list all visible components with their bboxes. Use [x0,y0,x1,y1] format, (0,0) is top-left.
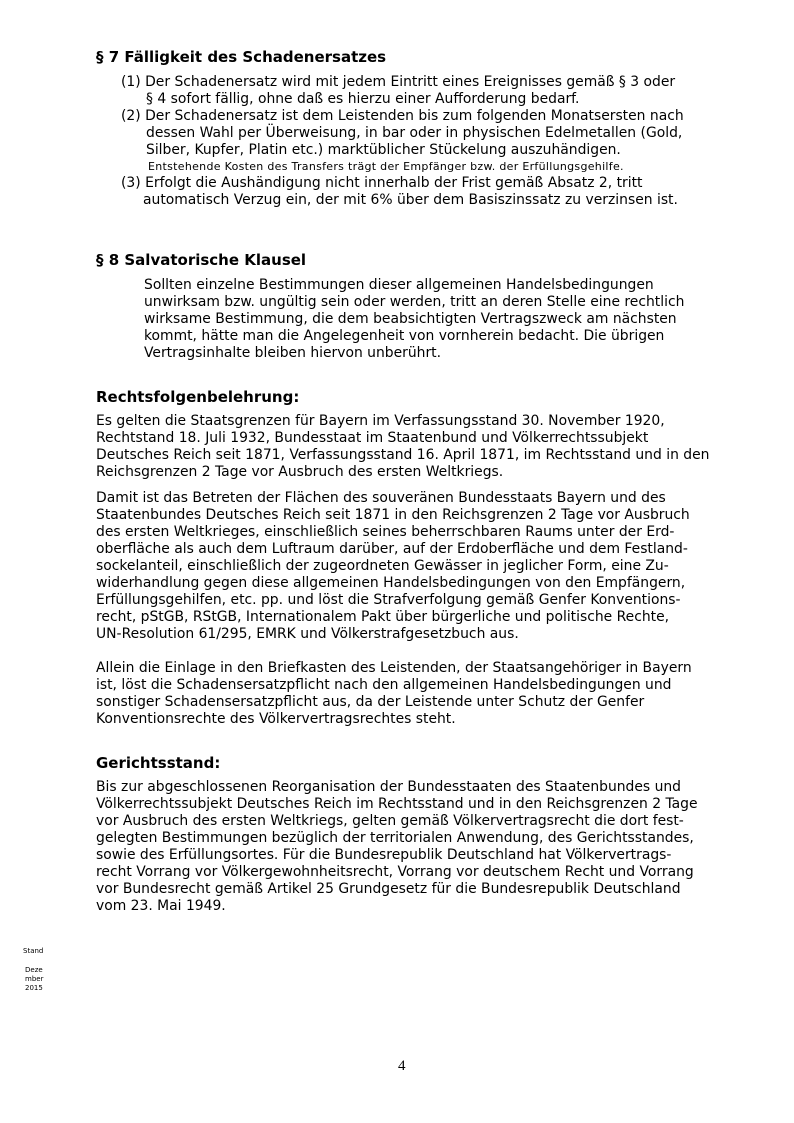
rechtsfolgen-p1-line-4: Reichsgrenzen 2 Tage vor Ausbruch des ersten Weltkriegs. [96,464,504,480]
gerichtsstand-heading: Gerichtsstand: [96,754,221,772]
gericht-line-1: Bis zur abgeschlossenen Reorganisation der Bundesstaaten des Staatenbundes und [96,779,681,795]
gericht-line-5: sowie des Erfüllungsortes. Für die Bundesrepublik Deutschland hat Völkervertrags- [96,847,672,863]
margin-note-date-line-2: mber [25,975,44,983]
rechtsfolgen-p2-line-3: des ersten Weltkrieges, einschließlich seines beherrschbaren Raums unter der Erd- [96,524,675,540]
s7-item-3-line-1: (3) Erfolgt die Aushändigung nicht innerhalb der Frist gemäß Absatz 2, tritt [121,175,643,191]
gericht-line-6: recht Vorrang vor Völkergewohnheitsrecht, Vorrang vor deutschem Recht und Vorrang [96,864,694,880]
s7-item-1-line-2: § 4 sofort fällig, ohne daß es hierzu einer Aufforderung bedarf. [146,91,580,107]
margin-note-date-line-3: 2015 [25,984,43,992]
rechtsfolgen-p2-line-7: Erfüllungsgehilfen, etc. pp. und löst die Strafverfolgung gemäß Genfer Konventions- [96,592,681,608]
rechtsfolgen-p3-line-2: ist, löst die Schadensersatzpflicht nach den allgemeinen Handelsbedingungen und [96,677,672,693]
s7-item-2-line-3: Silber, Kupfer, Platin etc.) marktüblicher Stückelung auszuhändigen. [146,142,621,158]
gericht-line-8: vom 23. Mai 1949. [96,898,226,914]
s7-item-3-line-2: automatisch Verzug ein, der mit 6% über dem Basiszinssatz zu verzinsen ist. [143,192,678,208]
page-number: 4 [398,1058,406,1074]
rechtsfolgen-p3-line-1: Allein die Einlage in den Briefkasten des Leistenden, der Staatsangehöriger in Bayern [96,660,692,676]
s8-line-2: unwirksam bzw. ungültig sein oder werden, tritt an deren Stelle eine rechtlich [144,294,685,310]
rechtsfolgen-p2-line-6: widerhandlung gegen diese allgemeinen Handelsbedingungen von den Empfängern, [96,575,686,591]
rechtsfolgen-p1-line-1: Es gelten die Staatsgrenzen für Bayern im Verfassungsstand 30. November 1920, [96,413,665,429]
rechtsfolgen-p1-line-2: Rechtstand 18. Juli 1932, Bundesstaat im Staatenbund und Völkerrechtssubjekt [96,430,649,446]
gericht-line-4: gelegten Bestimmungen bezüglich der territorialen Anwendung, des Gerichtsstandes, [96,830,694,846]
rechtsfolgen-p2-line-1: Damit ist das Betreten der Flächen des souveränen Bundesstaats Bayern und des [96,490,666,506]
s8-line-5: Vertragsinhalte bleiben hiervon unberührt. [144,345,442,361]
rechtsfolgen-p2-line-9: UN-Resolution 61/295, EMRK und Völkerstrafgesetzbuch aus. [96,626,519,642]
rechtsfolgen-p2-line-4: oberfläche als auch dem Luftraum darüber, auf der Erdoberfläche und dem Festland- [96,541,688,557]
rechtsfolgen-p3-line-3: sonstiger Schadensersatzpflicht aus, da der Leistende unter Schutz der Genfer [96,694,645,710]
rechtsfolgen-heading: Rechtsfolgenbelehrung: [96,388,300,406]
gericht-line-3: vor Ausbruch des ersten Weltkriegs, gelten gemäß Völkervertragsrecht die dort fest- [96,813,684,829]
rechtsfolgen-p2-line-2: Staatenbundes Deutsches Reich seit 1871 in den Reichsgrenzen 2 Tage vor Ausbruch [96,507,690,523]
gericht-line-2: Völkerrechtssubjekt Deutsches Reich im Rechtsstand und in den Reichsgrenzen 2 Tage [96,796,698,812]
s7-item-1-line-1: (1) Der Schadenersatz wird mit jedem Eintritt eines Ereignisses gemäß § 3 oder [121,74,676,90]
gericht-line-7: vor Bundesrecht gemäß Artikel 25 Grundgesetz für die Bundesrepublik Deutschland [96,881,681,897]
section-7-heading: § 7 Fälligkeit des Schadenersatzes [96,48,387,66]
s8-line-4: kommt, hätte man die Angelegenheit von vornherein bedacht. Die übrigen [144,328,665,344]
rechtsfolgen-p3-line-4: Konventionsrechte des Völkervertragsrechtes steht. [96,711,456,727]
s7-item-2-note: Entstehende Kosten des Transfers trägt der Empfänger bzw. der Erfüllungsgehilfe. [148,160,624,173]
s8-line-1: Sollten einzelne Bestimmungen dieser allgemeinen Handelsbedingungen [144,277,654,293]
s7-item-2-line-1: (2) Der Schadenersatz ist dem Leistenden bis zum folgenden Monatsersten nach [121,108,684,124]
rechtsfolgen-p2-line-5: sockelanteil, einschließlich der zugeordneten Gewässer in jeglicher Form, eine Zu- [96,558,669,574]
s8-line-3: wirksame Bestimmung, die dem beabsichtigten Vertragszweck am nächsten [144,311,677,327]
section-8-heading: § 8 Salvatorische Klausel [96,251,307,269]
rechtsfolgen-p1-line-3: Deutsches Reich seit 1871, Verfassungsstand 16. April 1871, im Rechtsstand und in den [96,447,710,463]
rechtsfolgen-p2-line-8: recht, pStGB, RStGB, Internationalem Pakt über bürgerliche und politische Rechte, [96,609,670,625]
margin-note-date-line-1: Deze [25,966,43,974]
margin-note-label: Stand [23,947,44,955]
s7-item-2-line-2: dessen Wahl per Überweisung, in bar oder in physischen Edelmetallen (Gold, [146,125,683,141]
